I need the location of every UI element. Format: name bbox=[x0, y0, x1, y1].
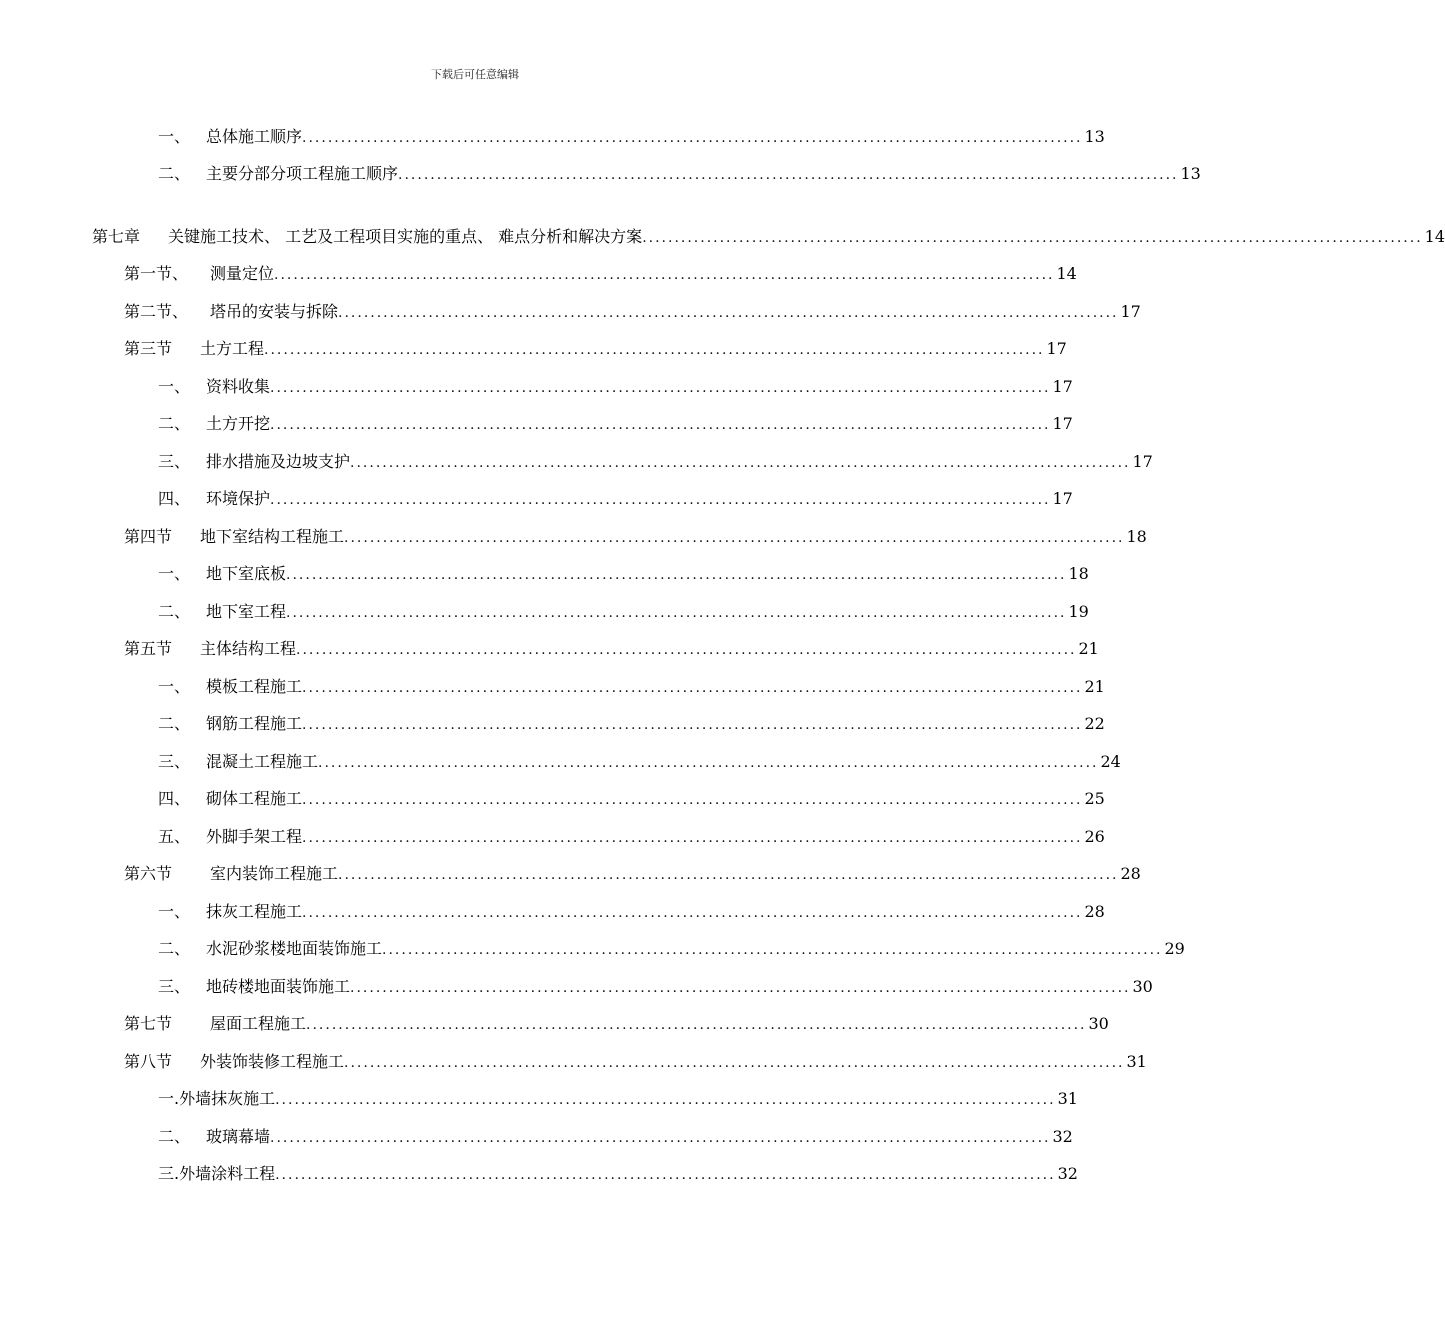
toc-entry[interactable] bbox=[124, 637, 1099, 661]
toc-entry[interactable] bbox=[124, 1012, 1109, 1036]
toc-entry[interactable] bbox=[124, 862, 1141, 886]
toc-entry-number: 一. bbox=[158, 1089, 180, 1108]
toc-entry-page: 31 bbox=[1057, 1089, 1078, 1108]
toc-entry-page: 17 bbox=[1052, 377, 1073, 396]
toc-entry-page: 13 bbox=[1084, 127, 1105, 146]
toc-entry[interactable] bbox=[158, 937, 1185, 961]
toc-entry[interactable] bbox=[124, 300, 1141, 324]
toc-entry[interactable] bbox=[158, 487, 1073, 511]
dot-leader: ......................................................................................................................... bbox=[275, 1092, 1056, 1108]
toc-entry-page: 28 bbox=[1120, 864, 1141, 883]
toc-entry[interactable] bbox=[158, 900, 1105, 924]
toc-entry-page: 17 bbox=[1132, 452, 1153, 471]
toc-entry-page: 32 bbox=[1052, 1127, 1073, 1146]
toc-entry-page: 21 bbox=[1078, 639, 1099, 658]
toc-entry[interactable] bbox=[158, 1125, 1073, 1149]
dot-leader: ......................................................................................................................... bbox=[264, 342, 1045, 358]
toc-entry-page: 30 bbox=[1088, 1014, 1109, 1033]
toc-entry-title: 主要分部分项工程施工顺序 bbox=[206, 164, 399, 183]
dot-leader: ......................................................................................................................... bbox=[302, 717, 1083, 733]
toc-entry-page: 19 bbox=[1068, 602, 1089, 621]
toc-entry[interactable] bbox=[124, 337, 1067, 361]
toc-entry-number: 一、 bbox=[158, 377, 191, 396]
dot-leader: ......................................................................................................................... bbox=[302, 905, 1083, 921]
dot-leader: ......................................................................................................................... bbox=[338, 305, 1119, 321]
toc-entry-number: 四、 bbox=[158, 489, 191, 508]
toc-entry-number: 第五节 bbox=[124, 639, 173, 658]
toc-entry[interactable] bbox=[158, 750, 1121, 774]
toc-entry[interactable] bbox=[124, 1050, 1147, 1074]
dot-leader: ......................................................................................................................... bbox=[302, 792, 1083, 808]
toc-entry-title: 主体结构工程 bbox=[200, 639, 297, 658]
toc-entry-number: 三、 bbox=[158, 752, 191, 771]
toc-entry[interactable] bbox=[158, 1162, 1078, 1186]
toc-entry[interactable] bbox=[158, 825, 1105, 849]
toc-entry-number: 二、 bbox=[158, 1127, 191, 1146]
toc-entry-page: 14 bbox=[1424, 227, 1445, 246]
dot-leader: ......................................................................................................................... bbox=[275, 1167, 1056, 1183]
toc-entry-title: 模板工程施工 bbox=[206, 677, 303, 696]
toc-entry-title: 地砖楼地面装饰施工 bbox=[206, 977, 351, 996]
toc-entry-number: 第三节 bbox=[124, 339, 173, 358]
dot-leader: ......................................................................................................................... bbox=[270, 492, 1051, 508]
toc-entry-number: 第四节 bbox=[124, 527, 173, 546]
toc-entry-title: 砌体工程施工 bbox=[206, 789, 303, 808]
toc-entry-page: 32 bbox=[1057, 1164, 1078, 1183]
toc-entry-number: 四、 bbox=[158, 789, 191, 808]
dot-leader: ......................................................................................................................... bbox=[302, 680, 1083, 696]
dot-leader: ......................................................................................................................... bbox=[350, 455, 1131, 471]
toc-entry-number: 第七章 bbox=[92, 227, 141, 246]
toc-entry-page: 18 bbox=[1126, 527, 1147, 546]
toc-entry-number: 一、 bbox=[158, 564, 191, 583]
toc-entry[interactable] bbox=[158, 600, 1089, 624]
dot-leader: ......................................................................................................................... bbox=[270, 380, 1051, 396]
toc-entry-page: 25 bbox=[1084, 789, 1105, 808]
toc-entry[interactable] bbox=[124, 262, 1077, 286]
toc-entry-title: 测量定位 bbox=[210, 264, 275, 283]
toc-entry[interactable] bbox=[158, 375, 1073, 399]
dot-leader: ......................................................................................................................... bbox=[318, 755, 1099, 771]
toc-entry-page: 14 bbox=[1056, 264, 1077, 283]
toc-entry-number: 第二节、 bbox=[124, 302, 189, 321]
dot-leader: ......................................................................................................................... bbox=[344, 530, 1125, 546]
dot-leader: ......................................................................................................................... bbox=[286, 567, 1067, 583]
dot-leader: ......................................................................................................................... bbox=[274, 267, 1055, 283]
toc-entry-number: 第一节、 bbox=[124, 264, 189, 283]
toc-entry[interactable] bbox=[158, 125, 1105, 149]
toc-entry-title: 外墙抹灰施工 bbox=[179, 1089, 276, 1108]
toc-entry-number: 三、 bbox=[158, 977, 191, 996]
toc-entry-page: 22 bbox=[1084, 714, 1105, 733]
dot-leader: ......................................................................................................................... bbox=[338, 867, 1119, 883]
toc-entry[interactable] bbox=[158, 975, 1153, 999]
toc-entry-page: 30 bbox=[1132, 977, 1153, 996]
toc-entry-page: 13 bbox=[1180, 164, 1201, 183]
toc-entry-page: 29 bbox=[1164, 939, 1185, 958]
toc-entry-number: 二、 bbox=[158, 602, 191, 621]
toc-entry-title: 玻璃幕墙 bbox=[206, 1127, 271, 1146]
toc-entry-title: 土方工程 bbox=[200, 339, 265, 358]
dot-leader: ......................................................................................................................... bbox=[642, 230, 1423, 246]
toc-entry-number: 三. bbox=[158, 1164, 180, 1183]
dot-leader: ......................................................................................................................... bbox=[302, 130, 1083, 146]
toc-entry-title: 外墙涂料工程 bbox=[179, 1164, 276, 1183]
toc-entry[interactable] bbox=[158, 675, 1105, 699]
toc-entry-number: 一、 bbox=[158, 677, 191, 696]
toc-entry-page: 17 bbox=[1046, 339, 1067, 358]
toc-entry[interactable] bbox=[158, 450, 1153, 474]
toc-entry-page: 28 bbox=[1084, 902, 1105, 921]
toc-entry-title: 地下室结构工程施工 bbox=[200, 527, 345, 546]
toc-entry-number: 二、 bbox=[158, 414, 191, 433]
toc-entry-page: 17 bbox=[1052, 414, 1073, 433]
toc-entry-title: 屋面工程施工 bbox=[210, 1014, 307, 1033]
toc-entry-title: 外脚手架工程 bbox=[206, 827, 303, 846]
dot-leader: ......................................................................................................................... bbox=[302, 830, 1083, 846]
dot-leader: ......................................................................................................................... bbox=[296, 642, 1077, 658]
dot-leader: ......................................................................................................................... bbox=[344, 1055, 1125, 1071]
toc-entry-title: 地下室工程 bbox=[206, 602, 287, 621]
toc-entry-title: 抹灰工程施工 bbox=[206, 902, 303, 921]
toc-entry-title: 塔吊的安装与拆除 bbox=[210, 302, 339, 321]
toc-entry[interactable] bbox=[158, 412, 1073, 436]
toc-entry-title: 室内装饰工程施工 bbox=[210, 864, 339, 883]
dot-leader: ......................................................................................................................... bbox=[270, 1130, 1051, 1146]
toc-entry-title: 水泥砂浆楼地面装饰施工 bbox=[206, 939, 383, 958]
toc-entry-number: 五、 bbox=[158, 827, 191, 846]
toc-entry-number: 一、 bbox=[158, 127, 191, 146]
dot-leader: ......................................................................................................................... bbox=[306, 1017, 1087, 1033]
toc-entry-title: 总体施工顺序 bbox=[206, 127, 303, 146]
toc-entry-number: 第七节 bbox=[124, 1014, 173, 1033]
toc-entry-title: 资料收集 bbox=[206, 377, 271, 396]
toc-entry-number: 二、 bbox=[158, 939, 191, 958]
toc-entry-number: 二、 bbox=[158, 714, 191, 733]
toc-entry-title: 关键施工技术、 工艺及工程项目实施的重点、 难点分析和解决方案 bbox=[168, 227, 643, 246]
dot-leader: ......................................................................................................................... bbox=[350, 980, 1131, 996]
toc-entry-title: 土方开挖 bbox=[206, 414, 271, 433]
toc-entry[interactable] bbox=[158, 787, 1105, 811]
toc-entry-number: 第六节 bbox=[124, 864, 173, 883]
toc-entry-number: 第八节 bbox=[124, 1052, 173, 1071]
toc-entry-title: 地下室底板 bbox=[206, 564, 287, 583]
toc-entry[interactable] bbox=[158, 712, 1105, 736]
toc-entry-title: 排水措施及边坡支护 bbox=[206, 452, 351, 471]
toc-entry-number: 一、 bbox=[158, 902, 191, 921]
toc-entry-page: 24 bbox=[1100, 752, 1121, 771]
toc-entry-title: 外装饰装修工程施工 bbox=[200, 1052, 345, 1071]
toc-entry-page: 17 bbox=[1052, 489, 1073, 508]
toc-entry[interactable] bbox=[92, 225, 1445, 249]
dot-leader: ......................................................................................................................... bbox=[270, 417, 1051, 433]
dot-leader: ......................................................................................................................... bbox=[286, 605, 1067, 621]
page-header: 下载后可任意编辑 bbox=[431, 68, 519, 81]
toc-entry[interactable] bbox=[158, 162, 1201, 186]
toc-entry[interactable] bbox=[124, 525, 1147, 549]
toc-entry-page: 21 bbox=[1084, 677, 1105, 696]
dot-leader: ......................................................................................................................... bbox=[398, 167, 1179, 183]
toc-entry-page: 17 bbox=[1120, 302, 1141, 321]
toc-entry[interactable] bbox=[158, 562, 1089, 586]
toc-entry-number: 二、 bbox=[158, 164, 191, 183]
toc-entry-number: 三、 bbox=[158, 452, 191, 471]
toc-entry-page: 31 bbox=[1126, 1052, 1147, 1071]
toc-entry-page: 26 bbox=[1084, 827, 1105, 846]
dot-leader: ......................................................................................................................... bbox=[382, 942, 1163, 958]
toc-entry[interactable] bbox=[158, 1087, 1078, 1111]
toc-entry-title: 钢筋工程施工 bbox=[206, 714, 303, 733]
toc-entry-title: 环境保护 bbox=[206, 489, 271, 508]
toc-entry-page: 18 bbox=[1068, 564, 1089, 583]
toc-entry-title: 混凝土工程施工 bbox=[206, 752, 319, 771]
